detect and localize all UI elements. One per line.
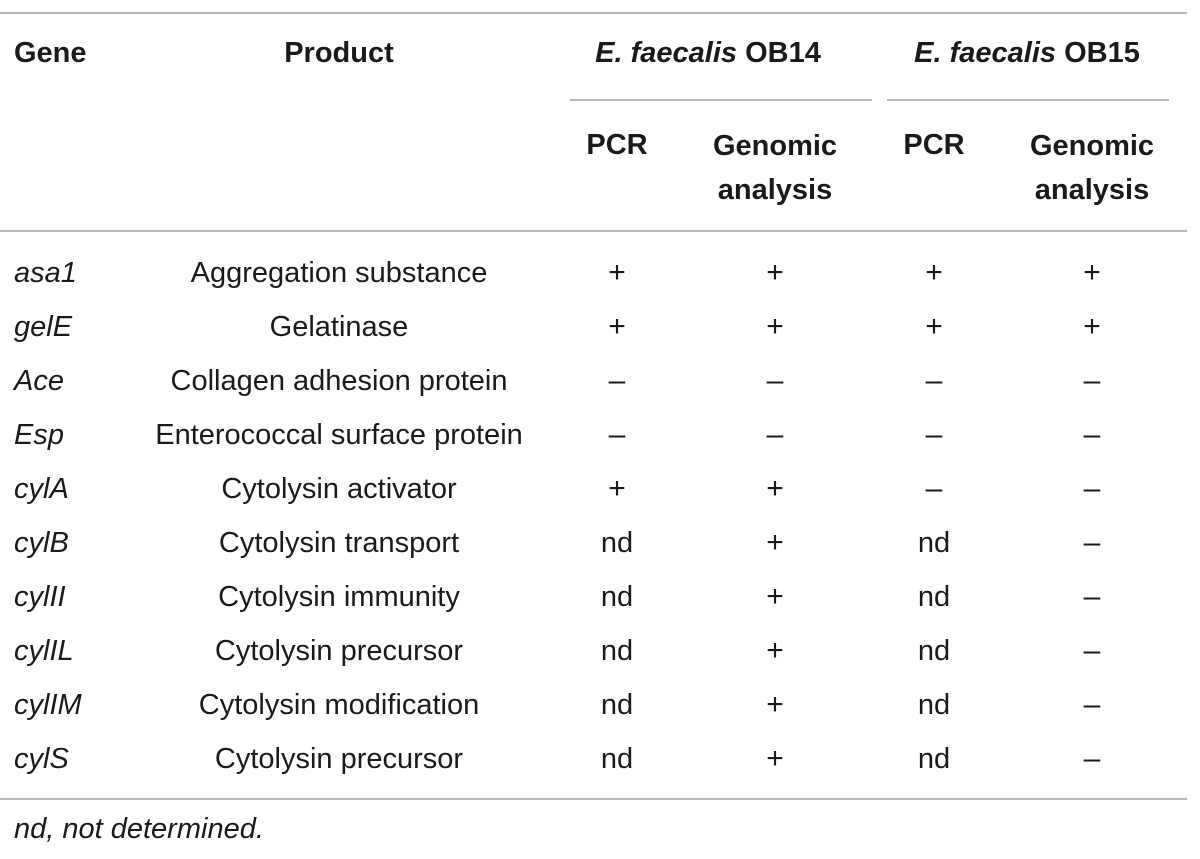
cell-ob14-genomic: + xyxy=(766,526,784,559)
cell-ob15-genomic: + xyxy=(1083,256,1101,289)
cell-ob15-pcr: – xyxy=(925,418,943,451)
header-strain-ob15 xyxy=(914,36,1140,70)
cell-product: Enterococcal surface protein xyxy=(155,419,523,451)
cell-ob15-genomic: – xyxy=(1083,688,1101,721)
cell-ob15-genomic: – xyxy=(1083,580,1101,613)
cell-gene: Esp xyxy=(14,419,64,451)
cell-ob15-pcr: – xyxy=(925,472,943,505)
header-gene: Gene xyxy=(14,37,87,69)
cell-ob14-genomic: + xyxy=(766,742,784,775)
cell-ob14-pcr: + xyxy=(608,256,626,289)
subheader-ob14-genomic-line1: Genomic xyxy=(712,130,838,162)
cell-ob15-genomic: – xyxy=(1083,742,1101,775)
cell-ob14-pcr: + xyxy=(608,310,626,343)
cell-ob14-genomic: + xyxy=(766,310,784,343)
header-bottom-rule xyxy=(0,230,1187,232)
cell-ob14-pcr: – xyxy=(608,418,626,451)
cell-ob15-pcr: – xyxy=(925,364,943,397)
top-rule xyxy=(0,12,1187,14)
subheader-ob14-genomic-line2: analysis xyxy=(717,174,833,206)
cell-product: Gelatinase xyxy=(269,311,409,343)
strain-ob15-id: OB15 xyxy=(1056,37,1140,69)
cell-gene: asa1 xyxy=(14,257,77,289)
cell-product: Cytolysin precursor xyxy=(214,743,464,775)
cell-ob14-genomic: + xyxy=(766,634,784,667)
cell-product: Aggregation substance xyxy=(190,257,488,289)
cell-ob15-pcr: nd xyxy=(917,527,951,559)
cell-ob14-pcr: + xyxy=(608,472,626,505)
cell-gene: cylA xyxy=(14,473,69,505)
footnote: nd, not determined. xyxy=(14,813,264,845)
cell-gene: cylIL xyxy=(14,635,74,667)
cell-ob14-genomic: + xyxy=(766,256,784,289)
strain-ob14-underline xyxy=(570,99,872,101)
cell-gene: cylII xyxy=(14,581,66,613)
cell-ob14-pcr: nd xyxy=(600,527,634,559)
cell-product: Collagen adhesion protein xyxy=(170,365,508,397)
cell-ob15-genomic: – xyxy=(1083,364,1101,397)
cell-ob15-genomic: – xyxy=(1083,634,1101,667)
subheader-ob15-genomic xyxy=(1030,124,1154,212)
strain-ob15-species: E. faecalis xyxy=(914,37,1057,69)
subheader-ob15-genomic-line2: analysis xyxy=(1034,174,1150,206)
cell-ob15-pcr: nd xyxy=(917,743,951,775)
body-bottom-rule xyxy=(0,798,1187,800)
cell-ob15-genomic: – xyxy=(1083,526,1101,559)
subheader-ob15-genomic-line1: Genomic xyxy=(1029,130,1155,162)
cell-gene: cylB xyxy=(14,527,69,559)
cell-ob15-genomic: – xyxy=(1083,418,1101,451)
cell-ob14-genomic: – xyxy=(766,364,784,397)
cell-product: Cytolysin transport xyxy=(218,527,460,559)
cell-ob14-genomic: – xyxy=(766,418,784,451)
cell-gene: Ace xyxy=(14,365,64,397)
cell-ob15-pcr: + xyxy=(925,256,943,289)
subheader-ob14-pcr: PCR xyxy=(586,129,648,161)
cell-product: Cytolysin precursor xyxy=(214,635,464,667)
subheader-ob15-pcr: PCR xyxy=(903,129,965,161)
strain-ob15-underline xyxy=(887,99,1169,101)
cell-ob14-pcr: – xyxy=(608,364,626,397)
header-strain-ob14 xyxy=(595,36,821,70)
cell-ob15-genomic: + xyxy=(1083,310,1101,343)
cell-ob14-genomic: + xyxy=(766,472,784,505)
cell-ob14-genomic: + xyxy=(766,688,784,721)
strain-ob14-species: E. faecalis xyxy=(595,37,738,69)
cell-ob15-pcr: nd xyxy=(917,635,951,667)
cell-ob15-pcr: nd xyxy=(917,581,951,613)
cell-gene: cylIM xyxy=(14,689,82,721)
subheader-ob14-genomic xyxy=(713,124,837,212)
cell-product: Cytolysin immunity xyxy=(218,581,460,613)
strain-ob14-id: OB14 xyxy=(737,37,821,69)
cell-ob15-genomic: – xyxy=(1083,472,1101,505)
cell-gene: cylS xyxy=(14,743,69,775)
cell-ob15-pcr: nd xyxy=(917,689,951,721)
header-product: Product xyxy=(284,37,394,69)
cell-product: Cytolysin modification xyxy=(198,689,480,721)
cell-ob14-pcr: nd xyxy=(600,635,634,667)
cell-ob15-pcr: + xyxy=(925,310,943,343)
cell-gene: gelE xyxy=(14,311,73,343)
cell-ob14-genomic: + xyxy=(766,580,784,613)
cell-ob14-pcr: nd xyxy=(600,689,634,721)
cell-ob14-pcr: nd xyxy=(600,743,634,775)
cell-ob14-pcr: nd xyxy=(600,581,634,613)
cell-product: Cytolysin activator xyxy=(221,473,457,505)
